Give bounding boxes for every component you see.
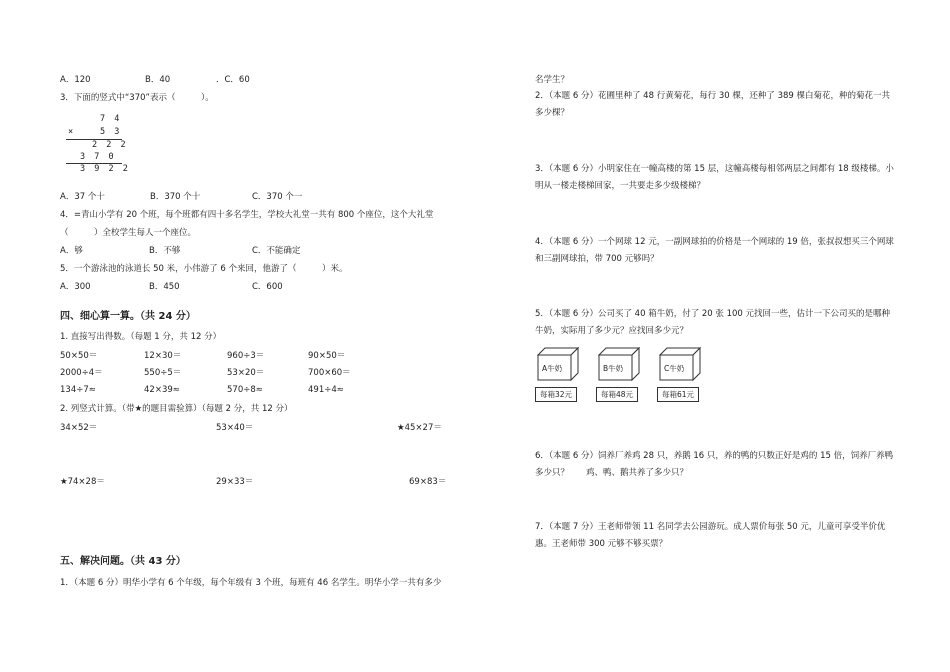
oral-calc-2-4: 700×60＝ xyxy=(308,368,351,378)
problem-3: 3．（本题 6 分）小明家住在一幢高楼的第 15 层，这幢高楼每相邻两层之间都有 18 级楼梯。小明从一楼走楼梯回家，一共要走多少级楼梯？ xyxy=(535,164,894,191)
vertical-calc-2-1: ★74×28＝ xyxy=(60,477,105,487)
q4-option-a: A．够 xyxy=(60,246,83,256)
milk-box-a xyxy=(536,346,580,382)
oral-calc-1-1: 50×50＝ xyxy=(60,351,98,361)
q4-stem-line2: （ ）全校学生每人一个座位。 xyxy=(60,228,197,238)
vertical-operator: × xyxy=(68,127,76,137)
vertical-row-3: 2 2 2 xyxy=(92,140,128,150)
oral-calc-3-4: 491÷4≈ xyxy=(308,385,344,395)
oral-calc-3-2: 42×39≈ xyxy=(144,385,180,395)
vertical-row-4: 3 7 0 xyxy=(80,152,116,162)
sec4-part2-instructions: 2. 列竖式计算。（带★的题目需验算）（每题 2 分，共 12 分） xyxy=(60,404,293,414)
vertical-calc-2-2: 29×33＝ xyxy=(216,477,254,487)
q4-stem-line1: 4．=青山小学有 20 个班，每个班都有四十多名学生，学校大礼堂一共有 800 个座位，这个大礼堂 xyxy=(60,210,434,220)
problem-1-line1: 1．（本题 6 分）明华小学有 6 个年级，每个年级有 3 个班，每班有 46 名学生。明华小学一共有多少 xyxy=(60,578,442,588)
problem-5: 5．（本题 6 分）公司买了 40 箱牛奶，付了 20 张 100 元找回一些，估计一下公司买的是哪种牛奶，实际用了多少元？应找回多少元？ xyxy=(535,309,891,336)
oral-calc-1-3: 960÷3＝ xyxy=(227,351,265,361)
problem-4: 4．（本题 6 分）一个网球 12 元，一副网球拍的价格是一个网球的 19 倍，张叔叔想买三个网球和三副网球拍，带 700 元够吗？ xyxy=(535,237,894,264)
vertical-row-5: 3 9 2 2 xyxy=(80,164,130,174)
milk-price-b: 每箱48元 xyxy=(596,387,638,402)
milk-box-c xyxy=(658,346,702,382)
q5-option-a: A．300 xyxy=(60,282,91,292)
oral-calc-3-1: 134÷7≈ xyxy=(60,385,96,395)
milk-price-a: 每箱32元 xyxy=(535,387,577,402)
vertical-calc-1-1: 34×52＝ xyxy=(60,423,98,433)
section-5-title: 五、解决问题。（共 43 分） xyxy=(60,556,186,567)
vertical-row-2: 5 3 xyxy=(100,127,122,137)
vertical-calc-1-3: ★45×27＝ xyxy=(397,423,442,433)
oral-calc-3-3: 570÷8≈ xyxy=(227,385,263,395)
q3-option-b: B．370 个十 xyxy=(150,192,201,202)
q2-option-c: ．C．60 xyxy=(216,75,250,85)
vertical-calc-2-3: 69×83＝ xyxy=(409,477,447,487)
problem-2: 2．（本题 6 分）花圃里种了 48 行黄菊花，每行 30 棵，还种了 389 棵白菊花，种的菊花一共多少棵？ xyxy=(535,91,891,118)
q3-stem: 3．下面的竖式中“370”表示（ ）。 xyxy=(60,93,214,103)
milk-price-c: 每箱61元 xyxy=(657,387,699,402)
vertical-calc-1-2: 53×40＝ xyxy=(216,423,254,433)
q3-option-c: C．370 个一 xyxy=(252,192,303,202)
q5-option-c: C．600 xyxy=(252,282,283,292)
oral-calc-2-2: 550÷5＝ xyxy=(144,368,182,378)
q3-option-a: A．37 个十 xyxy=(60,192,105,202)
q2-option-a: A．120 xyxy=(60,75,91,85)
milk-box-b xyxy=(597,346,641,382)
oral-calc-1-2: 12×30＝ xyxy=(144,351,182,361)
oral-calc-2-1: 2000÷4＝ xyxy=(60,368,103,378)
q4-option-c: C．不能确定 xyxy=(252,246,301,256)
q5-option-b: B．450 xyxy=(149,282,180,292)
milk-label-b: B牛奶 xyxy=(603,364,624,373)
sec4-part1-instructions: 1. 直接写出得数。（每题 1 分，共 12 分） xyxy=(60,332,222,342)
problem-1-continued: 名学生？ xyxy=(535,75,570,85)
section-4-title: 四、细心算一算。（共 24 分） xyxy=(60,311,196,322)
q5-stem: 5．一个游泳池的泳道长 50 米，小伟游了 6 个来回，他游了（ ）米。 xyxy=(60,264,348,274)
problem-7: 7．（本题 7 分）王老师带领 11 名同学去公园游玩。成人票价每张 50 元，儿童可享受半价优惠。王老师带 300 元够不够买票？ xyxy=(535,522,886,549)
vertical-row-1: 7 4 xyxy=(100,114,122,124)
q4-option-b: B．不够 xyxy=(149,246,181,256)
milk-label-c: C牛奶 xyxy=(664,364,685,373)
oral-calc-1-4: 90×50＝ xyxy=(308,351,346,361)
oral-calc-2-3: 53×20＝ xyxy=(227,368,265,378)
milk-label-a: A牛奶 xyxy=(542,364,563,373)
q2-option-b: B．40 xyxy=(145,75,171,85)
problem-6: 6．（本题 6 分）饲养厂养鸡 28 只，养鹅 16 只，养的鸭的只数正好是鸡的 15 倍，饲养厂养鸭多少只？ 鸡、鸭、鹅共养了多少只？ xyxy=(535,451,894,478)
